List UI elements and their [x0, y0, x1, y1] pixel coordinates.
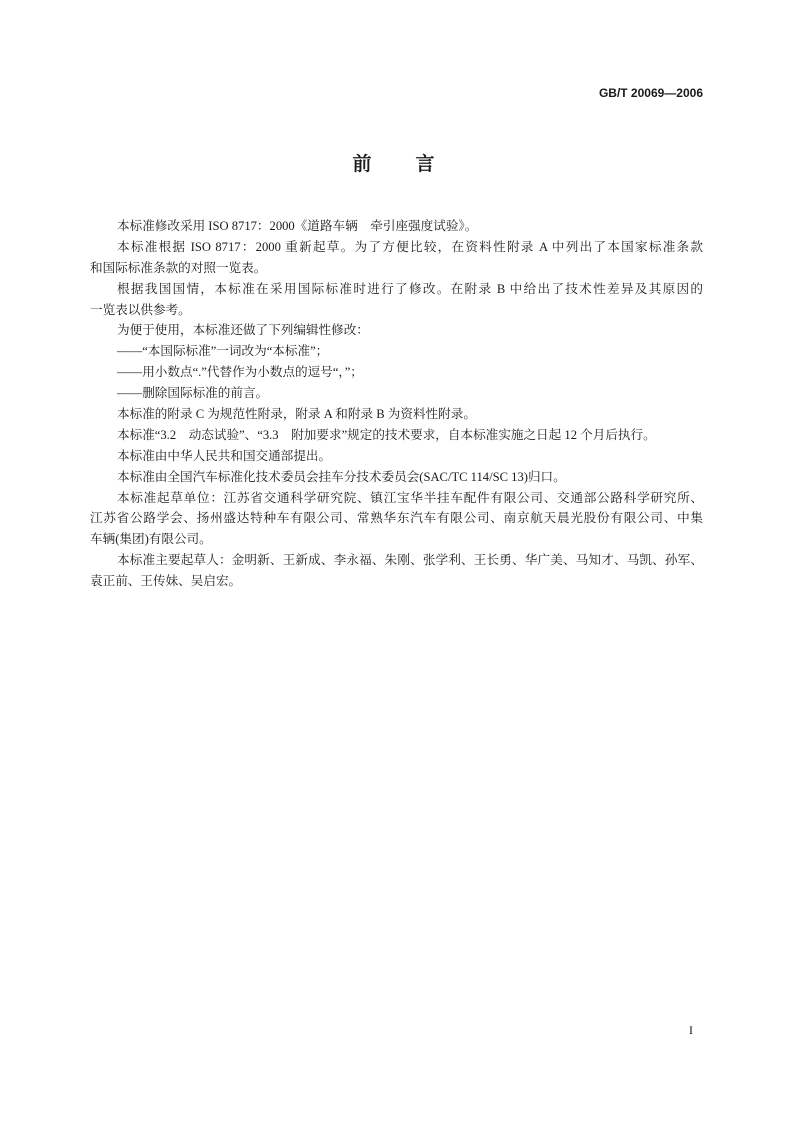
foreword-body — [90, 216, 703, 592]
text-line: 根据我国国情，本标准在采用国际标准时进行了修改。在附录 B 中给出了技术性差异及其原因的 — [117, 281, 703, 296]
text-line: 袁正前、王传妹、吴启宏。 — [90, 574, 242, 589]
text-line: ——用小数点“.”代替作为小数点的逗号“，”； — [117, 365, 363, 380]
text-line: 和国际标准条款的对照一览表。 — [90, 260, 267, 275]
editorial-change-item — [90, 362, 703, 383]
text-line: 本标准修改采用 ISO 8717：2000《道路车辆 牵引座强度试验》。 — [117, 219, 478, 233]
text-line: ——“本国际标准”一词改为“本标准”； — [117, 344, 329, 359]
adoption-statement — [90, 216, 703, 237]
text-line: 本标准由中华人民共和国交通部提出。 — [117, 448, 332, 463]
drafting-organizations — [90, 488, 703, 551]
editorial-changes-intro — [90, 320, 703, 341]
standard-number: GB/T 20069—2006 — [598, 86, 703, 100]
text-line: 车辆(集团)有限公司。 — [90, 532, 212, 547]
drafting-basis-statement — [90, 237, 703, 279]
page-title: 前言 — [352, 154, 479, 175]
page-number: I — [689, 1023, 693, 1037]
proposer-statement — [90, 446, 703, 467]
text-line: ——删除国际标准的前言。 — [117, 386, 269, 401]
modification-statement — [90, 279, 703, 321]
administration-statement — [90, 467, 703, 488]
drafters — [90, 550, 703, 592]
text-line: 一览表以供参考。 — [90, 302, 191, 317]
text-line: 本标准“3.2 动态试验”、“3.3 附加要求”规定的技术要求，自本标准实施之日起 12 个月后执行。 — [117, 427, 656, 442]
text-line: 本标准的附录 C 为规范性附录，附录 A 和附录 B 为资料性附录。 — [117, 407, 476, 422]
text-line: 江苏省公路学会、扬州盛达特种车有限公司、常熟华东汽车有限公司、南京航天晨光股份有限公司、中集 — [90, 511, 703, 526]
text-line: 本标准主要起草人：金明新、王新成、李永福、朱刚、张学利、王长勇、华广美、马知才、马凯、孙军、 — [117, 553, 703, 568]
text-line: 本标准由全国汽车标准化技术委员会挂车分技术委员会(SAC/TC 114/SC 13)归口。 — [117, 469, 566, 484]
editorial-change-item — [90, 383, 703, 404]
text-line: 为便于使用，本标准还做了下列编辑性修改： — [117, 323, 369, 338]
text-line: 本标准起草单位：江苏省交通科学研究院、镇江宝华半挂车配件有限公司、交通部公路科学研究所、 — [117, 490, 703, 505]
implementation-statement — [90, 425, 703, 446]
editorial-change-item — [90, 341, 703, 362]
text-line: 本标准根据 ISO 8717：2000 重新起草。为了方便比较，在资料性附录 A 中列出了本国家标准条款 — [117, 239, 703, 254]
annex-status-statement — [90, 404, 703, 425]
